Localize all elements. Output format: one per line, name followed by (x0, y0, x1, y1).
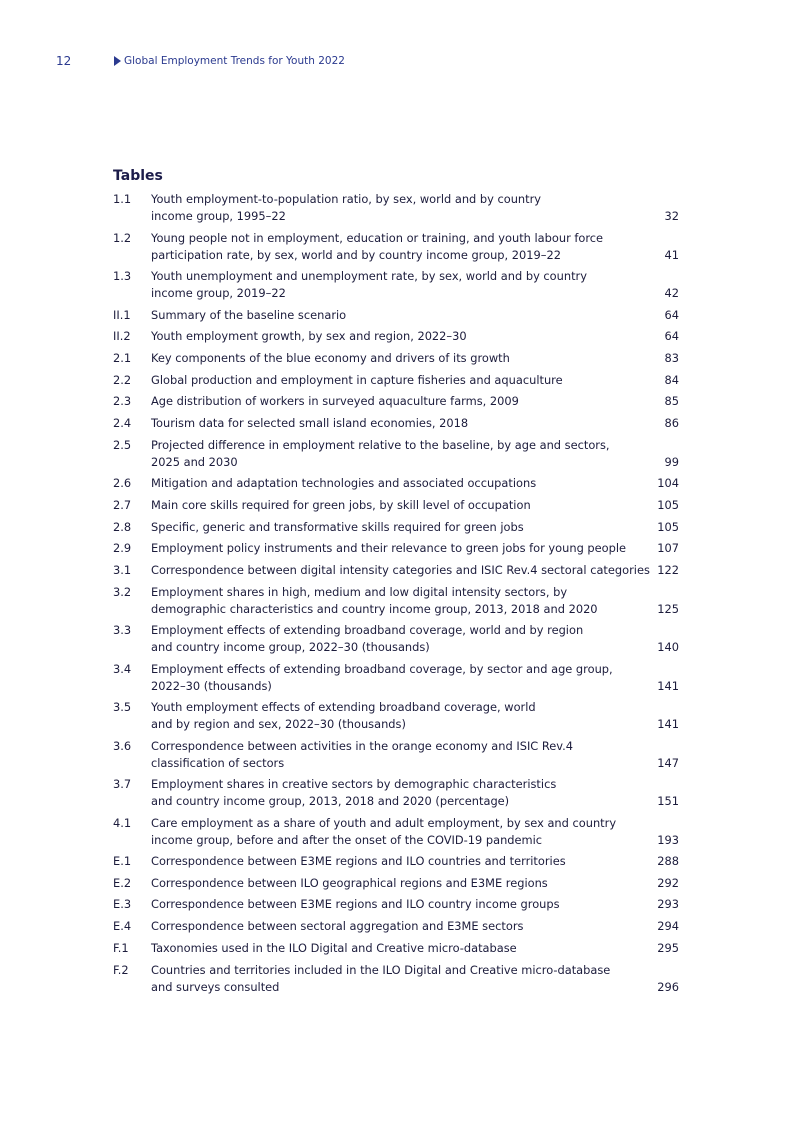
toc-entry-title (151, 350, 629, 367)
toc-entry[interactable] (113, 853, 681, 870)
toc-entry[interactable] (113, 415, 681, 432)
toc-entry-title (151, 918, 629, 935)
toc-entry-number: 3.4 (113, 661, 132, 676)
toc-entry-title-line: Global production and employment in capture fisheries and aquaculture (151, 372, 563, 387)
toc-entry-title-line: Taxonomies used in the ILO Digital and Creative micro-database (151, 940, 517, 955)
toc-entry[interactable] (113, 962, 681, 996)
toc-entry-number: E.2 (113, 875, 132, 890)
toc-entry-title-line: Age distribution of workers in surveyed aquaculture farms, 2009 (151, 394, 519, 409)
toc-entry-title-line: Correspondence between activities in the orange economy and ISIC Rev.4 (151, 738, 574, 753)
toc-entry-title-line: Care employment as a share of youth and adult employment, by sex and country (151, 815, 617, 830)
toc-entry-number: 1.2 (113, 230, 132, 245)
running-header (0, 54, 793, 70)
toc-entry-title-line: Employment effects of extending broadband coverage, world and by region (151, 623, 584, 638)
toc-entry-number: E.1 (113, 854, 132, 869)
toc-entry-number: 3.7 (113, 777, 132, 792)
toc-entry-number: E.4 (113, 919, 132, 934)
toc-entry[interactable] (113, 776, 681, 810)
toc-entry-title-line: Young people not in employment, education or training, and youth labour force (151, 230, 604, 245)
toc-entry-title (151, 776, 629, 810)
toc-entry-title-line: income group, 1995–22 (151, 209, 286, 223)
toc-entry-title-line: Tourism data for selected small island economies, 2018 (151, 415, 469, 430)
toc-entry-title-line: Employment shares in creative sectors by demographic characteristics (151, 777, 557, 792)
toc-entry-title (151, 540, 629, 557)
toc-entry-page: 64 (664, 329, 679, 344)
toc-entry[interactable] (113, 191, 681, 225)
toc-entry[interactable] (113, 437, 681, 471)
toc-entry-title (151, 415, 629, 432)
toc-entry-title-line: classification of sectors (151, 755, 285, 770)
toc-entry-title-line: income group, 2019–22 (151, 286, 286, 300)
toc-entry-page: 141 (657, 678, 679, 693)
toc-entry[interactable] (113, 350, 681, 367)
toc-entry-number: 2.5 (113, 437, 132, 452)
toc-entry[interactable] (113, 622, 681, 656)
toc-entry-page: 151 (657, 794, 679, 809)
toc-entry-page: 294 (657, 919, 679, 934)
toc-entry-title-line: participation rate, by sex, world and by country income group, 2019–22 (151, 247, 561, 262)
toc-entry-page: 125 (657, 601, 679, 616)
page-number: 12 (56, 54, 72, 68)
toc-entry-title-line: Employment policy instruments and their relevance to green jobs for young people (151, 541, 627, 556)
toc-entry-page: 293 (657, 897, 679, 912)
toc-entry-title-line: Employment shares in high, medium and low digital intensity sectors, by (151, 584, 568, 599)
toc-entry-number: 2.9 (113, 541, 132, 556)
toc-entry-title-line: Youth unemployment and unemployment rate, by sex, world and by country (151, 269, 587, 283)
toc-entry-page: 104 (657, 476, 679, 491)
toc-entry-title-line: and surveys consulted (151, 979, 280, 994)
publication-title: Global Employment Trends for Youth 2022 (124, 55, 345, 67)
toc-entry-title (151, 497, 629, 514)
toc-entry-page: 122 (657, 562, 679, 577)
toc-entry-page: 105 (657, 497, 679, 512)
tables-list (113, 191, 681, 1000)
toc-entry-number: 2.4 (113, 415, 132, 430)
toc-entry-title-line: Correspondence between E3ME regions and ILO countries and territories (151, 854, 566, 869)
toc-entry-page: 295 (657, 940, 679, 955)
toc-entry-title (151, 562, 650, 579)
toc-entry[interactable] (113, 475, 681, 492)
toc-entry-title-line: Main core skills required for green jobs, by skill level of occupation (151, 497, 531, 512)
toc-entry-title (151, 393, 629, 410)
toc-entry-title-line: Youth employment growth, by sex and region, 2022–30 (151, 329, 467, 344)
toc-entry-page: 84 (664, 372, 679, 387)
toc-entry-title (151, 699, 629, 733)
toc-entry-page: 193 (657, 832, 679, 847)
toc-entry-page: 64 (664, 307, 679, 322)
toc-entry-title-line: Correspondence between sectoral aggregation and E3ME sectors (151, 919, 524, 934)
toc-entry-title (151, 328, 629, 345)
toc-entry[interactable] (113, 393, 681, 410)
toc-entry[interactable] (113, 918, 681, 935)
toc-entry-page: 140 (657, 640, 679, 655)
toc-entry-number: 2.6 (113, 476, 132, 491)
toc-entry-page: 85 (664, 394, 679, 409)
toc-entry-page: 147 (657, 755, 679, 770)
toc-entry-number: 1.3 (113, 269, 132, 283)
toc-entry-title-line: 2022–30 (thousands) (151, 678, 272, 693)
toc-entry-number: 3.3 (113, 623, 132, 638)
toc-entry-title (151, 307, 629, 324)
toc-entry-title (151, 875, 629, 892)
toc-entry-title (151, 815, 629, 849)
toc-entry[interactable] (113, 699, 681, 733)
toc-entry-title-line: income group, before and after the onset of the COVID-19 pandemic (151, 832, 543, 847)
toc-entry-page: 42 (664, 286, 679, 300)
toc-entry-number: 2.8 (113, 519, 132, 534)
toc-entry-number: 3.6 (113, 738, 132, 753)
toc-entry-number: II.2 (113, 329, 131, 344)
toc-entry[interactable] (113, 307, 681, 324)
toc-entry-title (151, 853, 629, 870)
toc-entry-title-line: Specific, generic and transformative skills required for green jobs (151, 519, 524, 534)
toc-entry[interactable] (113, 661, 681, 695)
toc-entry-title-line: Mitigation and adaptation technologies and associated occupations (151, 476, 537, 491)
toc-entry-number: 2.3 (113, 394, 132, 409)
toc-entry[interactable] (113, 372, 681, 389)
toc-entry-page: 83 (664, 350, 679, 365)
triangle-right-icon (114, 56, 121, 66)
toc-entry[interactable] (113, 940, 681, 957)
toc-entry-title (151, 584, 629, 618)
toc-entry-number: 2.1 (113, 350, 132, 365)
toc-entry-number: 2.2 (113, 372, 132, 387)
toc-entry-page: 107 (657, 541, 679, 556)
toc-entry-number: 3.2 (113, 584, 132, 599)
toc-entry-title-line: 2025 and 2030 (151, 454, 238, 469)
toc-entry-title (151, 940, 629, 957)
toc-entry-page: 32 (664, 209, 679, 223)
toc-entry-number: 2.7 (113, 497, 132, 512)
toc-entry-title (151, 372, 629, 389)
toc-entry-title-line: and country income group, 2022–30 (thousands) (151, 640, 430, 655)
toc-entry-title-line: Correspondence between E3ME regions and ILO country income groups (151, 897, 560, 912)
toc-entry-number: II.1 (113, 307, 131, 322)
toc-entry-title (151, 896, 629, 913)
toc-entry-number: 3.1 (113, 562, 132, 577)
toc-entry-title (151, 738, 629, 772)
toc-entry-title (151, 661, 629, 695)
toc-entry[interactable] (113, 230, 681, 264)
toc-entry[interactable] (113, 875, 681, 892)
toc-entry-number: 3.5 (113, 700, 132, 715)
toc-entry[interactable] (113, 896, 681, 913)
toc-entry-number: F.2 (113, 962, 129, 977)
section-title: Tables (113, 168, 163, 184)
toc-entry-title-line: demographic characteristics and country income group, 2013, 2018 and 2020 (151, 601, 598, 616)
toc-entry-title (151, 230, 629, 264)
toc-entry-title-line: Employment effects of extending broadband coverage, by sector and age group, (151, 661, 613, 676)
toc-entry-title-line: Youth employment-to-population ratio, by sex, world and by country (151, 192, 542, 206)
toc-entry-number: E.3 (113, 897, 132, 912)
toc-entry-title-line: Correspondence between digital intensity categories and ISIC Rev.4 sectoral categories (151, 562, 650, 577)
toc-entry-title-line: Summary of the baseline scenario (151, 307, 347, 322)
toc-entry[interactable] (113, 738, 681, 772)
toc-entry-page: 296 (657, 979, 679, 994)
toc-entry-page: 41 (664, 247, 679, 262)
toc-entry-title (151, 519, 629, 536)
toc-entry-title (151, 437, 629, 471)
toc-entry[interactable] (113, 268, 681, 302)
toc-entry-title-line: Projected difference in employment relative to the baseline, by age and sectors, (151, 437, 610, 452)
toc-entry-page: 288 (657, 854, 679, 869)
toc-entry-title (151, 962, 629, 996)
toc-entry-number: F.1 (113, 940, 129, 955)
toc-entry[interactable] (113, 328, 681, 345)
toc-entry-page: 292 (657, 875, 679, 890)
toc-entry-title-line: Key components of the blue economy and drivers of its growth (151, 350, 510, 365)
toc-entry-title (151, 622, 629, 656)
toc-entry-page: 105 (657, 519, 679, 534)
toc-entry-title-line: and by region and sex, 2022–30 (thousands) (151, 717, 406, 732)
toc-entry-title-line: Youth employment effects of extending broadband coverage, world (151, 700, 536, 715)
toc-entry[interactable] (113, 519, 681, 536)
toc-entry-number: 1.1 (113, 192, 132, 206)
toc-entry-title (151, 475, 629, 492)
toc-entry[interactable] (113, 540, 681, 557)
toc-entry[interactable] (113, 562, 681, 579)
toc-entry-title-line: and country income group, 2013, 2018 and 2020 (percentage) (151, 794, 510, 809)
toc-entry-page: 99 (664, 454, 679, 469)
toc-entry-title (151, 191, 629, 225)
toc-entry-page: 86 (664, 415, 679, 430)
toc-entry[interactable] (113, 584, 681, 618)
toc-entry-title-line: Correspondence between ILO geographical regions and E3ME regions (151, 875, 548, 890)
toc-entry-title (151, 268, 629, 302)
toc-entry-title-line: Countries and territories included in the ILO Digital and Creative micro-database (151, 962, 611, 977)
toc-entry[interactable] (113, 815, 681, 849)
toc-entry-page: 141 (657, 717, 679, 732)
toc-entry-number: 4.1 (113, 815, 132, 830)
toc-entry[interactable] (113, 497, 681, 514)
